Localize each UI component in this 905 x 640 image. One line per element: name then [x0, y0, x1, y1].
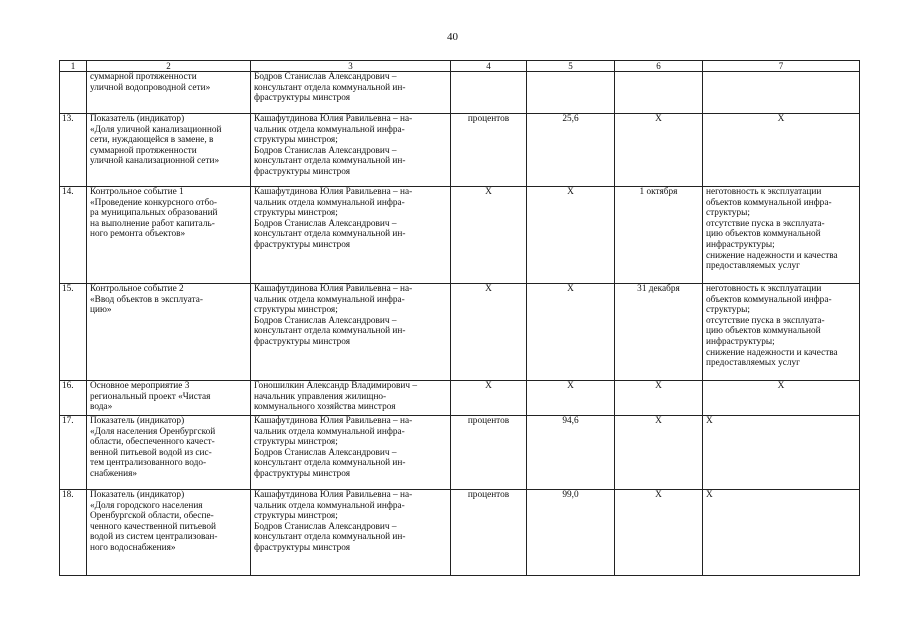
value-cell: 99,0 [527, 490, 615, 576]
unit-cell: процентов [451, 114, 527, 187]
responsible-person-line: консультант отдела коммунальной ин- [254, 82, 406, 93]
row-number: 18. [60, 490, 87, 576]
responsible-person-line: чальник отдела коммунальной инфра- [254, 294, 405, 305]
value-cell: 25,6 [527, 114, 615, 187]
measure-name-line: «Проведение конкурсного отбо- [90, 197, 217, 208]
measure-name-line: Показатель (индикатор) [90, 416, 185, 426]
risk-cell-line: объектов коммунальной инфра- [706, 294, 832, 305]
risk-cell-line: неготовность к эксплуатации [706, 284, 822, 294]
responsible-person-line: Кашафутдинова Юлия Равильевна – на- [254, 187, 413, 197]
responsible-person-line: структуры минстроя; [254, 511, 338, 522]
measure-name-line: уличной канализационной сети» [90, 156, 220, 167]
date-cell: Х [615, 490, 703, 576]
date-cell: Х [615, 114, 703, 187]
measure-name-line: Оренбургской области, обеспе- [90, 511, 214, 522]
responsible-person-line: фраструктуры минстроя [254, 336, 351, 347]
measure-name-line: водой из систем централизован- [90, 532, 218, 543]
header-cell: 7 [703, 61, 860, 72]
risk-cell [703, 284, 860, 381]
header-cell: 4 [451, 61, 527, 72]
header-cell: 5 [527, 61, 615, 72]
value-cell: Х [527, 187, 615, 284]
risk-cell-line: снижение надежности и качества [706, 347, 838, 358]
measure-name-line: цию» [90, 305, 112, 316]
measure-name-line: уличной водопроводной сети» [90, 82, 211, 93]
responsible-person-line: консультант отдела коммунальной ин- [254, 532, 406, 543]
unit-cell: Х [451, 381, 527, 416]
responsible-person-line: консультант отдела коммунальной ин- [254, 326, 406, 337]
measure-name [87, 187, 251, 284]
measure-name-line: ченного качественной питьевой [90, 521, 216, 532]
unit-cell: Х [451, 284, 527, 381]
measure-name-line: суммарной протяженности [90, 72, 197, 82]
measure-name-line: Основное мероприятие 3 [90, 381, 190, 391]
table-row [60, 284, 860, 381]
row-number [60, 72, 87, 114]
responsible-person-line: коммунального хозяйства минстроя [254, 402, 396, 413]
responsible-person-line: Кашафутдинова Юлия Равильевна – на- [254, 284, 413, 294]
responsible-person-line: Бодров Станислав Александрович – [254, 315, 397, 326]
responsible-person-line: чальник отдела коммунальной инфра- [254, 124, 405, 135]
table-row [60, 416, 860, 490]
responsible-person-line: Кашафутдинова Юлия Равильевна – на- [254, 114, 413, 124]
date-cell: 31 декабря [615, 284, 703, 381]
row-number: 14. [60, 187, 87, 284]
responsible-person [251, 381, 451, 416]
responsible-person-line: фраструктуры минстроя [254, 166, 351, 177]
risk-cell [703, 72, 860, 114]
risk-cell-line: инфраструктуры; [706, 239, 775, 250]
page-number: 40 [447, 31, 458, 43]
measure-name-line: Показатель (индикатор) [90, 114, 185, 124]
unit-cell: процентов [451, 490, 527, 576]
date-cell [615, 72, 703, 114]
measure-name-line: «Доля уличной канализационной [90, 124, 222, 135]
risk-cell-line: предоставляемых услуг [706, 358, 800, 369]
responsible-person-line: чальник отдела коммунальной инфра- [254, 500, 405, 511]
risk-cell-line: Х [706, 416, 713, 426]
value-cell [527, 72, 615, 114]
risk-cell-line: цию объектов коммунальной [706, 229, 821, 240]
measure-name [87, 72, 251, 114]
risk-cell-line: отсутствие пуска в эксплуата- [706, 218, 825, 229]
risk-cell-line: Х [777, 381, 785, 391]
header-row [60, 61, 860, 72]
responsible-person-line: консультант отдела коммунальной ин- [254, 229, 406, 240]
measure-name-line: венной питьевой водой из сис- [90, 447, 212, 458]
responsible-person [251, 284, 451, 381]
measure-name [87, 381, 251, 416]
risk-cell [703, 381, 860, 416]
unit-cell: процентов [451, 416, 527, 490]
date-cell: 1 октября [615, 187, 703, 284]
measure-name-line: «Доля городского населения [90, 500, 203, 511]
responsible-person-line: структуры минстроя; [254, 437, 338, 448]
value-cell: Х [527, 381, 615, 416]
table-row [60, 72, 860, 114]
table-row [60, 114, 860, 187]
responsible-person-line: Бодров Станислав Александрович – [254, 447, 397, 458]
risk-cell-line: инфраструктуры; [706, 336, 775, 347]
measure-name-line: вода» [90, 402, 113, 413]
table-row [60, 187, 860, 284]
responsible-person-line: консультант отдела коммунальной ин- [254, 458, 406, 469]
responsible-person [251, 187, 451, 284]
measure-name [87, 114, 251, 187]
measure-name-line: Контрольное событие 1 [90, 187, 184, 197]
risk-cell-line: структуры; [706, 208, 750, 219]
row-number: 17. [60, 416, 87, 490]
responsible-person-line: Бодров Станислав Александрович – [254, 218, 397, 229]
responsible-person-line: структуры минстроя; [254, 305, 338, 316]
row-number: 15. [60, 284, 87, 381]
responsible-person-line: фраструктуры минстроя [254, 542, 351, 553]
value-cell: 94,6 [527, 416, 615, 490]
unit-cell [451, 72, 527, 114]
header-cell: 2 [87, 61, 251, 72]
measure-name-line: ного ремонта объектов» [90, 229, 186, 240]
measure-name-line: суммарной протяженности [90, 145, 197, 156]
risk-cell-line: снижение надежности и качества [706, 250, 838, 261]
responsible-person-line: начальник управления жилищно- [254, 391, 387, 402]
responsible-person [251, 114, 451, 187]
table-row [60, 381, 860, 416]
row-number: 16. [60, 381, 87, 416]
measure-name-line: «Ввод объектов в эксплуата- [90, 294, 203, 305]
risk-cell [703, 490, 860, 576]
risk-cell-line: предоставляемых услуг [706, 261, 800, 272]
risk-cell-line: отсутствие пуска в эксплуата- [706, 315, 825, 326]
measure-name-line: региональный проект «Чистая [90, 391, 211, 402]
responsible-person-line: фраструктуры минстроя [254, 93, 351, 104]
unit-cell: Х [451, 187, 527, 284]
value-cell: Х [527, 284, 615, 381]
responsible-person-line: Бодров Станислав Александрович – [254, 521, 397, 532]
responsible-person-line: Бодров Станислав Александрович – [254, 145, 397, 156]
header-cell: 3 [251, 61, 451, 72]
risk-cell-line: объектов коммунальной инфра- [706, 197, 832, 208]
measure-name-line: тем централизованного водо- [90, 458, 207, 469]
responsible-person-line: Гоношилкин Александр Владимирович – [254, 381, 418, 391]
responsible-person-line: чальник отдела коммунальной инфра- [254, 426, 405, 437]
responsible-person [251, 416, 451, 490]
responsible-person-line: структуры минстроя; [254, 135, 338, 146]
risk-cell [703, 416, 860, 490]
measures-table [59, 60, 860, 576]
measure-name [87, 490, 251, 576]
measure-name [87, 284, 251, 381]
header-cell: 6 [615, 61, 703, 72]
risk-cell-line: Х [706, 490, 713, 500]
measure-name-line: Показатель (индикатор) [90, 490, 185, 500]
responsible-person-line: фраструктуры минстроя [254, 239, 351, 250]
measure-name-line: ного водоснабжения» [90, 542, 176, 553]
measure-name-line: области, обеспеченного качест- [90, 437, 215, 448]
responsible-person-line: Бодров Станислав Александрович – [254, 72, 397, 82]
date-cell: Х [615, 381, 703, 416]
measure-name-line: сети, нуждающейся в замене, в [90, 135, 214, 146]
measure-name [87, 416, 251, 490]
date-cell: Х [615, 416, 703, 490]
measure-name-line: «Доля населения Оренбургской [90, 426, 216, 437]
risk-cell [703, 187, 860, 284]
responsible-person-line: Кашафутдинова Юлия Равильевна – на- [254, 490, 413, 500]
responsible-person-line: консультант отдела коммунальной ин- [254, 156, 406, 167]
risk-cell-line: цию объектов коммунальной [706, 326, 821, 337]
responsible-person [251, 72, 451, 114]
risk-cell [703, 114, 860, 187]
measure-name-line: снабжения» [90, 468, 138, 479]
table-row [60, 490, 860, 576]
row-number: 13. [60, 114, 87, 187]
risk-cell-line: структуры; [706, 305, 750, 316]
measure-name-line: ра муниципальных образований [90, 208, 218, 219]
measure-name-line: на выполнение работ капиталь- [90, 218, 215, 229]
header-cell: 1 [60, 61, 87, 72]
responsible-person-line: чальник отдела коммунальной инфра- [254, 197, 405, 208]
responsible-person-line: фраструктуры минстроя [254, 468, 351, 479]
responsible-person-line: Кашафутдинова Юлия Равильевна – на- [254, 416, 413, 426]
risk-cell-line: неготовность к эксплуатации [706, 187, 822, 197]
responsible-person [251, 490, 451, 576]
measure-name-line: Контрольное событие 2 [90, 284, 184, 294]
risk-cell-line: Х [777, 114, 785, 124]
responsible-person-line: структуры минстроя; [254, 208, 338, 219]
